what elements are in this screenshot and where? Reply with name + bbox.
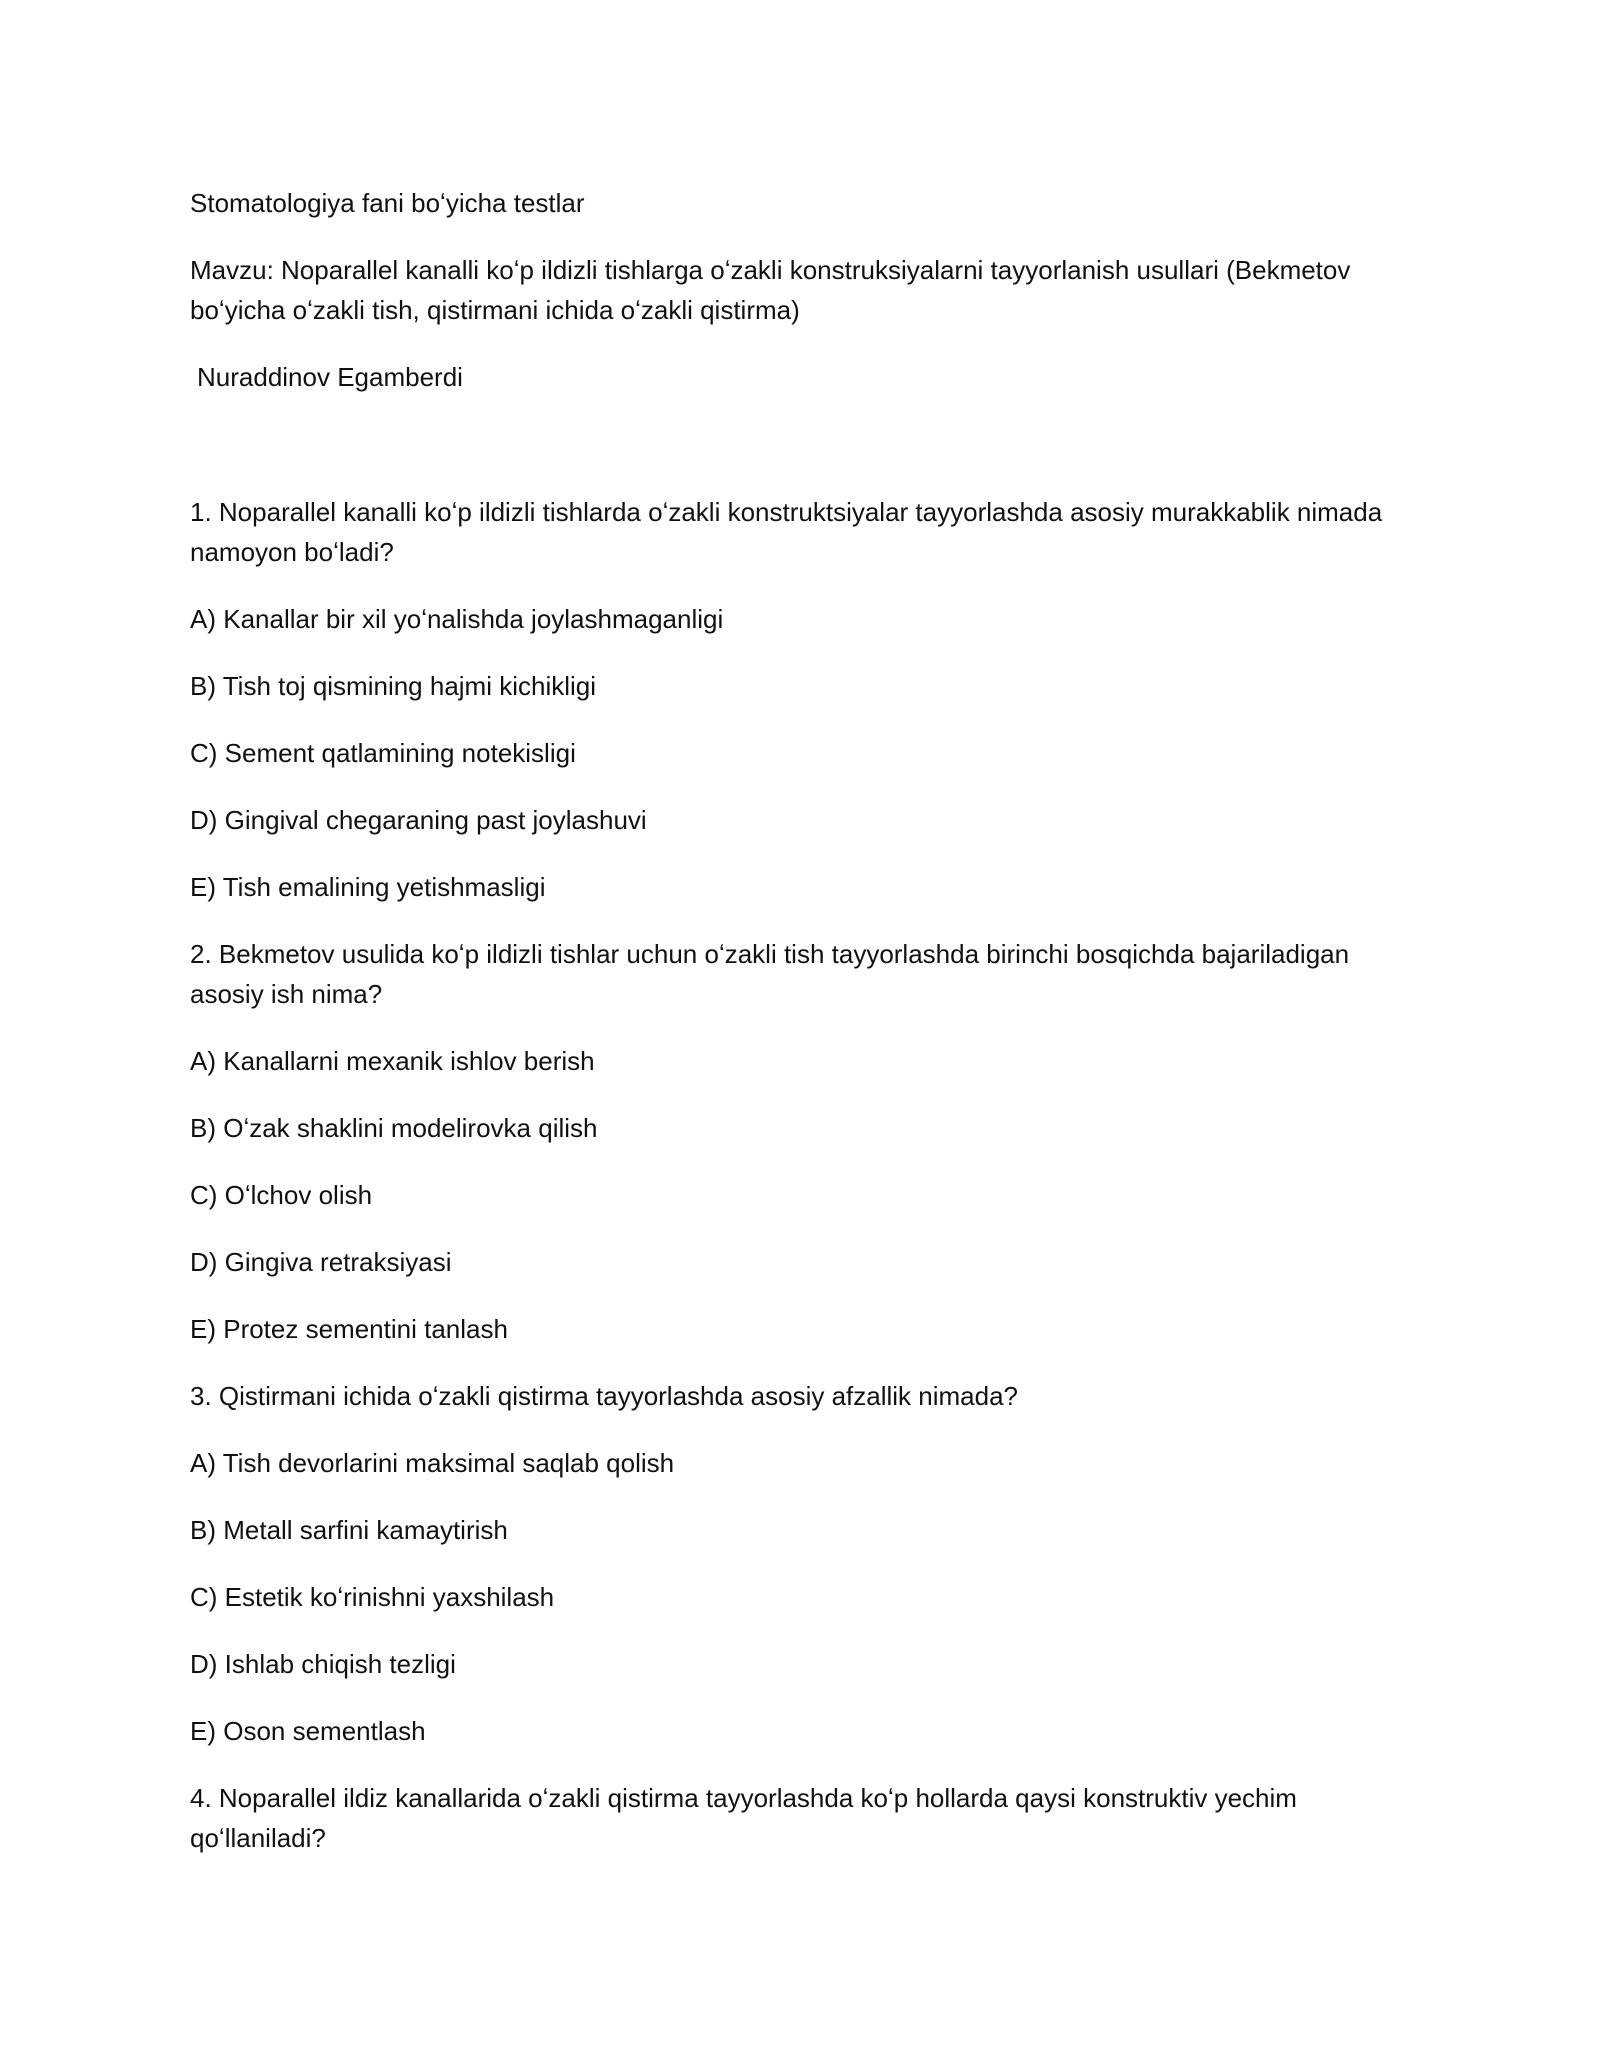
question-2-option-c: C) Oʻlchov olish [190, 1180, 373, 1210]
question-1-option-a: A) Kanallar bir xil yoʻnalishda joylashmaganligi [190, 604, 724, 634]
question-2-option-b: B) Oʻzak shaklini modelirovka qilish [190, 1113, 598, 1143]
question-2: 2. Bekmetov usulida koʻp ildizli tishlar uchun oʻzakli tish tayyorlashda birinchi bosqichda bajariladigan asosiy ish nima? [190, 939, 1350, 1009]
question-3: 3. Qistirmani ichida oʻzakli qistirma tayyorlashda asosiy afzallik nimada? [190, 1381, 1019, 1411]
question-2-option-d: D) Gingiva retraksiyasi [190, 1247, 452, 1277]
document-author: Nuraddinov Egamberdi [197, 362, 463, 392]
question-1-option-b: B) Tish toj qismining hajmi kichikligi [190, 671, 597, 701]
question-1-option-c: C) Sement qatlamining notekisligi [190, 738, 576, 768]
question-1: 1. Noparallel kanalli koʻp ildizli tishlarda oʻzakli konstruktsiyalar tayyorlashda asosiy murakkablik nimada namoyon boʻladi? [190, 497, 1383, 567]
document-title: Stomatologiya fani boʻyicha testlar [190, 188, 585, 218]
question-3-option-d: D) Ishlab chiqish tezligi [190, 1649, 456, 1679]
question-3-option-b: B) Metall sarfini kamaytirish [190, 1515, 508, 1545]
question-4: 4. Noparallel ildiz kanallarida oʻzakli qistirma tayyorlashda koʻp hollarda qaysi konstruktiv yechim qoʻllaniladi? [190, 1783, 1297, 1853]
spacer [190, 424, 1420, 492]
document-topic: Mavzu: Noparallel kanalli koʻp ildizli tishlarga oʻzakli konstruksiyalarni tayyorlanish usullari (Bekmetov boʻyicha oʻzakli tish, qistirmani ichida oʻzakli qistirma) [190, 255, 1351, 325]
document-page [190, 183, 1420, 1885]
question-2-option-e: E) Protez sementini tanlash [190, 1314, 508, 1344]
question-1-option-e: E) Tish emalining yetishmasligi [190, 872, 546, 902]
question-3-option-e: E) Oson sementlash [190, 1716, 426, 1746]
question-3-option-c: C) Estetik koʻrinishni yaxshilash [190, 1582, 555, 1612]
question-2-option-a: A) Kanallarni mexanik ishlov berish [190, 1046, 595, 1076]
question-1-option-d: D) Gingival chegaraning past joylashuvi [190, 805, 647, 835]
question-3-option-a: A) Tish devorlarini maksimal saqlab qolish [190, 1448, 675, 1478]
